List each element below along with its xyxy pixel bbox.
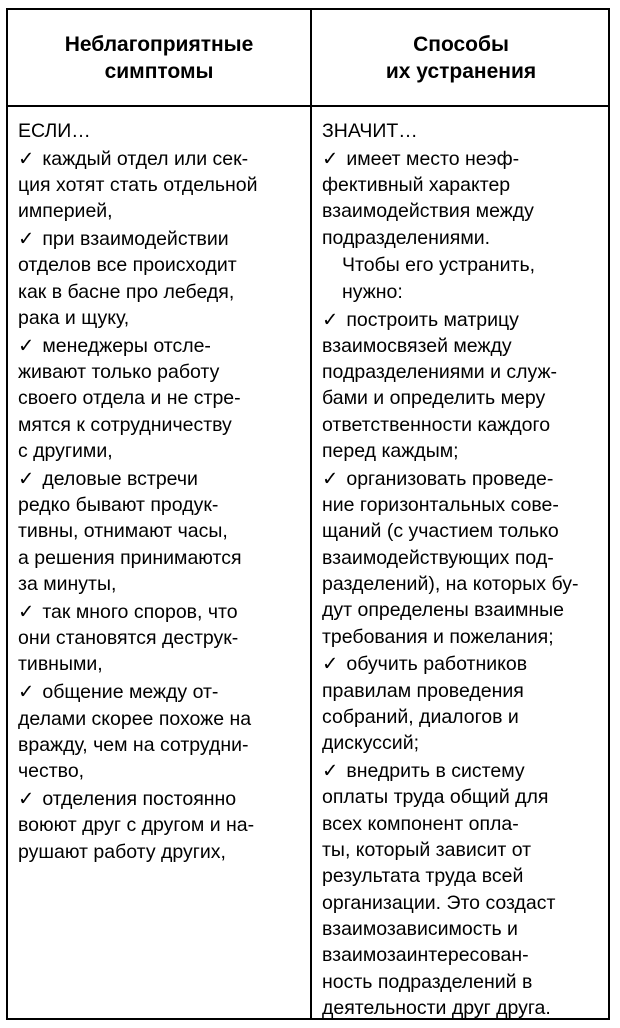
- text-fragment: взаимодействия между: [322, 200, 534, 223]
- text-line: [18, 545, 302, 571]
- text-line: [18, 651, 302, 677]
- symptom-item: [18, 333, 302, 464]
- header-divider: [8, 105, 608, 107]
- text-fragment: дискуссий;: [322, 732, 420, 755]
- header-line: симптомы: [104, 59, 214, 83]
- text-fragment: ты, который зависит от: [322, 839, 532, 862]
- symptoms-column: [18, 118, 302, 866]
- check-mark-icon: ✓: [322, 467, 339, 490]
- text-fragment: воюют друг с другом и на-: [18, 814, 255, 837]
- text-line: [18, 279, 302, 305]
- text-fragment: общение между от-: [42, 681, 219, 704]
- text-line: [322, 890, 604, 916]
- text-fragment: как в басне про лебедя,: [18, 280, 235, 303]
- text-line: [18, 359, 302, 385]
- text-fragment: Чтобы его устранить,: [342, 254, 536, 277]
- symptom-item: [18, 679, 302, 784]
- text-fragment: требования и пожелания;: [322, 625, 554, 648]
- text-fragment: взаимосвязей между: [322, 334, 512, 357]
- text-line: [18, 252, 302, 278]
- text-line: [322, 942, 604, 968]
- header-solutions: [312, 10, 610, 105]
- text-fragment: ность подразделений в: [322, 970, 533, 993]
- check-mark-icon: ✓: [18, 147, 35, 170]
- text-fragment: щаний (с участием только: [322, 520, 559, 543]
- text-line: [18, 518, 302, 544]
- text-fragment: перед каждым;: [322, 440, 459, 463]
- text-line: [18, 198, 302, 224]
- text-line: [18, 412, 302, 438]
- text-line: [322, 307, 604, 333]
- text-fragment: они становятся деструк-: [18, 627, 239, 650]
- text-fragment: делами скорее похоже на: [18, 707, 252, 730]
- text-line: [322, 385, 604, 411]
- text-fragment: организовать проведе-: [346, 467, 554, 490]
- text-line: [322, 730, 604, 756]
- text-fragment: рушают работу других,: [18, 840, 226, 863]
- text-line: [18, 571, 302, 597]
- text-line: [322, 225, 604, 251]
- header-symptoms: [8, 10, 310, 105]
- text-line: [18, 732, 302, 758]
- check-mark-icon: ✓: [18, 334, 35, 357]
- text-fragment: империей,: [18, 200, 113, 223]
- text-fragment: так много споров, что: [42, 600, 238, 623]
- remedy-intro: [322, 252, 604, 305]
- text-line: [322, 333, 604, 359]
- text-line: [18, 466, 302, 492]
- remedy-item: [322, 466, 604, 650]
- text-fragment: рака и щуку,: [18, 307, 130, 330]
- text-fragment: ция хотят стать отдельной: [18, 174, 258, 197]
- text-line: [18, 706, 302, 732]
- text-fragment: обучить работников: [346, 653, 528, 676]
- check-mark-icon: ✓: [322, 147, 339, 170]
- symptom-item: [18, 146, 302, 225]
- text-fragment: имеет место неэф-: [346, 147, 520, 170]
- text-line: [322, 359, 604, 385]
- text-fragment: собраний, диалогов и: [322, 706, 519, 729]
- text-line: [18, 333, 302, 359]
- text-line: [18, 812, 302, 838]
- check-mark-icon: ✓: [322, 653, 339, 676]
- text-fragment: своего отдела и не стре-: [18, 387, 241, 410]
- text-line: [322, 198, 604, 224]
- text-fragment: внедрить в систему: [346, 760, 525, 783]
- text-line: [322, 969, 604, 995]
- column-divider: [310, 10, 312, 1018]
- text-line: [322, 597, 604, 623]
- check-mark-icon: ✓: [322, 760, 339, 783]
- text-line: [322, 837, 604, 863]
- text-line: [322, 784, 604, 810]
- check-mark-icon: ✓: [18, 787, 35, 810]
- text-fragment: деятельности друг друга.: [322, 996, 551, 1019]
- text-fragment: тивны, отнимают часы,: [18, 520, 228, 543]
- text-line: [322, 172, 604, 198]
- text-fragment: тивными,: [18, 653, 103, 676]
- text-fragment: подразделениями и служ-: [322, 361, 558, 384]
- text-line: [18, 146, 302, 172]
- text-fragment: отделов все происходит: [18, 254, 237, 277]
- text-fragment: фективный характер: [322, 174, 511, 197]
- text-line: [18, 305, 302, 331]
- text-fragment: правилам проведения: [322, 679, 524, 702]
- text-line: [322, 624, 604, 650]
- text-line: [322, 863, 604, 889]
- symptom-item: [18, 599, 302, 678]
- text-fragment: за минуты,: [18, 573, 117, 596]
- check-mark-icon: ✓: [322, 308, 339, 331]
- text-line: [322, 146, 604, 172]
- text-line: [18, 492, 302, 518]
- text-line: [322, 651, 604, 677]
- if-intro: ЕСЛИ…: [18, 120, 91, 142]
- text-fragment: оплаты труда общий для: [322, 786, 549, 809]
- text-line: [322, 438, 604, 464]
- text-fragment: нужно:: [342, 280, 403, 303]
- check-mark-icon: ✓: [18, 467, 35, 490]
- text-fragment: менеджеры отсле-: [42, 334, 211, 357]
- check-mark-icon: ✓: [18, 228, 35, 251]
- symptom-item: [18, 466, 302, 597]
- text-fragment: чество,: [18, 760, 85, 783]
- text-fragment: взаимодействующих под-: [322, 546, 554, 569]
- text-line: [18, 438, 302, 464]
- text-fragment: организации. Это создаст: [322, 891, 556, 914]
- text-line: [18, 839, 302, 865]
- text-fragment: результата труда всей: [322, 865, 524, 888]
- text-line: [18, 679, 302, 705]
- diagnosis-item: [322, 146, 604, 251]
- then-intro: ЗНАЧИТ…: [322, 120, 418, 142]
- text-line: [18, 172, 302, 198]
- symptom-item: [18, 226, 302, 331]
- text-line: [322, 252, 604, 278]
- text-fragment: взаимозаинтересован-: [322, 944, 529, 967]
- symptom-item: [18, 786, 302, 865]
- solutions-column: [322, 118, 604, 1023]
- text-fragment: живают только работу: [18, 361, 220, 384]
- text-line: [322, 758, 604, 784]
- text-fragment: мятся к сотрудничеству: [18, 413, 232, 436]
- text-line: [18, 385, 302, 411]
- text-line: [18, 599, 302, 625]
- header-line: их устранения: [385, 59, 537, 83]
- text-fragment: с другими,: [18, 440, 113, 463]
- text-line: [322, 995, 604, 1021]
- text-line: [322, 704, 604, 730]
- header-line: Неблагоприятные: [64, 32, 254, 56]
- text-line: [322, 518, 604, 544]
- remedy-item: [322, 758, 604, 1021]
- text-line: [18, 786, 302, 812]
- text-fragment: разделений), на которых бу-: [322, 573, 579, 596]
- text-fragment: при взаимодействии: [42, 228, 229, 251]
- text-fragment: построить матрицу: [346, 308, 519, 331]
- text-line: [322, 571, 604, 597]
- text-fragment: ответственности каждого: [322, 413, 551, 436]
- text-fragment: всех компонент опла-: [322, 812, 519, 835]
- text-line: [18, 226, 302, 252]
- text-line: [322, 916, 604, 942]
- text-line: [322, 412, 604, 438]
- remedy-item: [322, 307, 604, 465]
- text-line: [18, 625, 302, 651]
- text-fragment: деловые встречи: [42, 467, 198, 490]
- text-fragment: подразделениями.: [322, 226, 491, 249]
- text-fragment: ние горизонтальных сове-: [322, 494, 559, 517]
- text-line: [322, 811, 604, 837]
- text-fragment: отделения постоянно: [42, 787, 237, 810]
- text-fragment: взаимозависимость и: [322, 917, 518, 940]
- header-line: Способы: [413, 32, 509, 56]
- text-fragment: дут определены взаимные: [322, 599, 564, 622]
- check-mark-icon: ✓: [18, 681, 35, 704]
- text-line: [322, 492, 604, 518]
- text-line: [18, 758, 302, 784]
- text-line: [322, 545, 604, 571]
- text-line: [322, 279, 604, 305]
- text-fragment: бами и определить меру: [322, 387, 546, 410]
- text-line: [322, 678, 604, 704]
- comparison-table: [6, 8, 610, 1020]
- text-fragment: каждый отдел или сек-: [42, 147, 249, 170]
- remedy-item: [322, 651, 604, 756]
- text-fragment: вражду, чем на сотрудни-: [18, 733, 249, 756]
- check-mark-icon: ✓: [18, 600, 35, 623]
- text-fragment: редко бывают продук-: [18, 494, 219, 517]
- text-fragment: а решения принимаются: [18, 546, 242, 569]
- text-line: [322, 466, 604, 492]
